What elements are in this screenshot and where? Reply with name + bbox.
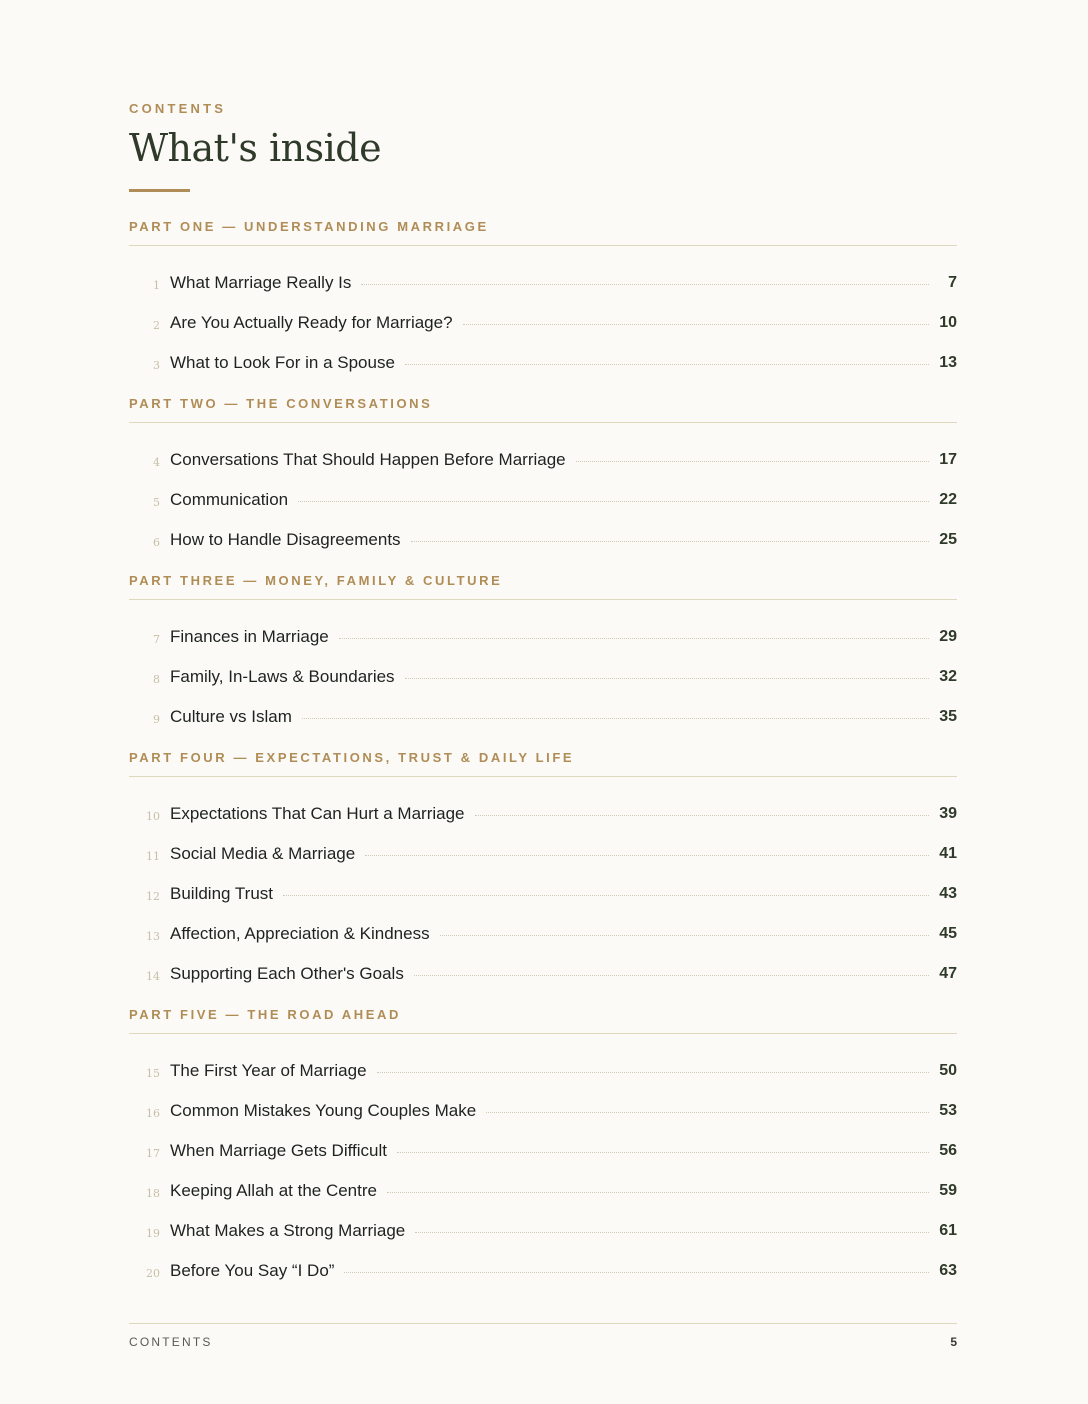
chapter-number: 17	[146, 1147, 160, 1160]
chapter-number: 9	[153, 713, 160, 726]
chapter-entry[interactable]	[129, 520, 957, 560]
chapter-title: Conversations That Should Happen Before Marriage	[170, 450, 566, 469]
chapter-title: Common Mistakes Young Couples Make	[170, 1101, 477, 1120]
chapter-page-number: 29	[939, 628, 957, 645]
chapter-number: 1	[153, 279, 160, 292]
dot-leader	[365, 855, 929, 856]
chapter-title: Social Media & Marriage	[170, 844, 356, 863]
chapter-number: 15	[146, 1067, 160, 1080]
chapter-entry[interactable]	[129, 1051, 957, 1091]
chapter-page-number: 61	[939, 1222, 957, 1239]
chapter-entry[interactable]	[129, 1131, 957, 1171]
chapter-number: 4	[153, 456, 160, 469]
chapter-number: 13	[146, 930, 160, 943]
chapter-number: 14	[146, 970, 160, 983]
chapter-entry[interactable]	[129, 874, 957, 914]
chapter-number: 18	[146, 1187, 160, 1200]
chapter-number: 19	[146, 1227, 160, 1240]
chapter-number: 3	[153, 359, 160, 372]
part-heading: PART ONE — UNDERSTANDING MARRIAGE	[129, 218, 957, 246]
chapter-entry[interactable]	[129, 1211, 957, 1251]
chapter-title: Expectations That Can Hurt a Marriage	[170, 804, 465, 823]
chapter-number: 12	[146, 890, 160, 903]
chapter-title: What to Look For in a Spouse	[170, 353, 395, 372]
chapter-title: The First Year of Marriage	[170, 1061, 367, 1080]
chapter-page-number: 53	[939, 1102, 957, 1119]
part-heading: PART FIVE — THE ROAD AHEAD	[129, 1006, 957, 1034]
dot-leader	[361, 284, 929, 285]
chapter-entry[interactable]	[129, 657, 957, 697]
chapter-page-number: 41	[939, 845, 957, 862]
chapter-page-number: 43	[939, 885, 957, 902]
dot-leader	[411, 541, 929, 542]
part-heading: PART TWO — THE CONVERSATIONS	[129, 395, 957, 423]
toc-part	[129, 218, 957, 383]
chapter-page-number: 10	[939, 314, 957, 331]
chapter-page-number: 25	[939, 531, 957, 548]
chapter-title: Supporting Each Other's Goals	[170, 964, 404, 983]
chapter-list	[129, 423, 957, 560]
chapter-page-number: 22	[939, 491, 957, 508]
chapter-page-number: 50	[939, 1062, 957, 1079]
chapter-page-number: 45	[939, 925, 957, 942]
dot-leader	[440, 935, 929, 936]
toc-part	[129, 1006, 957, 1291]
chapter-number: 16	[146, 1107, 160, 1120]
chapter-title: Finances in Marriage	[170, 627, 329, 646]
page-title: What's inside	[129, 126, 382, 170]
chapter-entry[interactable]	[129, 440, 957, 480]
chapter-title: Before You Say “I Do”	[170, 1261, 335, 1280]
part-heading: PART FOUR — EXPECTATIONS, TRUST & DAILY LIFE	[129, 749, 957, 777]
chapter-list	[129, 777, 957, 994]
chapter-entry[interactable]	[129, 343, 957, 383]
dot-leader	[414, 975, 929, 976]
chapter-entry[interactable]	[129, 303, 957, 343]
dot-leader	[415, 1232, 929, 1233]
dot-leader	[302, 718, 929, 719]
chapter-list	[129, 600, 957, 737]
chapter-entry[interactable]	[129, 954, 957, 994]
chapter-list	[129, 1034, 957, 1291]
chapter-title: Affection, Appreciation & Kindness	[170, 924, 430, 943]
dot-leader	[405, 678, 929, 679]
chapter-page-number: 39	[939, 805, 957, 822]
chapter-list	[129, 246, 957, 383]
dot-leader	[475, 815, 930, 816]
chapter-entry[interactable]	[129, 263, 957, 303]
footer-divider	[129, 1323, 957, 1324]
chapter-title: Communication	[170, 490, 289, 509]
chapter-title: Keeping Allah at the Centre	[170, 1181, 377, 1200]
table-of-contents	[129, 218, 957, 1303]
dot-leader	[377, 1072, 929, 1073]
chapter-page-number: 35	[939, 708, 957, 725]
chapter-number: 2	[153, 319, 160, 332]
chapter-entry[interactable]	[129, 914, 957, 954]
dot-leader	[387, 1192, 929, 1193]
chapter-entry[interactable]	[129, 697, 957, 737]
contents-page	[129, 0, 957, 1404]
chapter-page-number: 13	[939, 354, 957, 371]
toc-part	[129, 749, 957, 994]
chapter-entry[interactable]	[129, 834, 957, 874]
chapter-entry[interactable]	[129, 1251, 957, 1291]
chapter-page-number: 17	[939, 451, 957, 468]
chapter-page-number: 7	[948, 274, 957, 291]
chapter-number: 10	[146, 810, 160, 823]
toc-part	[129, 395, 957, 560]
chapter-title: Building Trust	[170, 884, 273, 903]
title-underline	[129, 189, 190, 192]
dot-leader	[486, 1112, 929, 1113]
toc-part	[129, 572, 957, 737]
chapter-entry[interactable]	[129, 794, 957, 834]
chapter-number: 7	[153, 633, 160, 646]
chapter-number: 5	[153, 496, 160, 509]
part-heading: PART THREE — MONEY, FAMILY & CULTURE	[129, 572, 957, 600]
chapter-number: 8	[153, 673, 160, 686]
chapter-number: 20	[146, 1267, 160, 1280]
dot-leader	[298, 501, 929, 502]
dot-leader	[339, 638, 929, 639]
chapter-title: Culture vs Islam	[170, 707, 292, 726]
chapter-entry[interactable]	[129, 1171, 957, 1211]
chapter-title: When Marriage Gets Difficult	[170, 1141, 387, 1160]
dot-leader	[344, 1272, 929, 1273]
footer-running-title: CONTENTS	[129, 1335, 213, 1349]
chapter-title: What Marriage Really Is	[170, 273, 352, 292]
chapter-entry[interactable]	[129, 1091, 957, 1131]
chapter-title: Family, In-Laws & Boundaries	[170, 667, 395, 686]
chapter-title: Are You Actually Ready for Marriage?	[170, 313, 453, 332]
chapter-number: 6	[153, 536, 160, 549]
chapter-page-number: 32	[939, 668, 957, 685]
chapter-page-number: 47	[939, 965, 957, 982]
contents-eyebrow: CONTENTS	[129, 101, 227, 116]
chapter-title: What Makes a Strong Marriage	[170, 1221, 406, 1240]
chapter-number: 11	[146, 850, 160, 863]
chapter-page-number: 63	[939, 1262, 957, 1279]
chapter-title: How to Handle Disagreements	[170, 530, 401, 549]
footer-page-number: 5	[950, 1335, 957, 1349]
dot-leader	[576, 461, 929, 462]
dot-leader	[397, 1152, 929, 1153]
chapter-page-number: 59	[939, 1182, 957, 1199]
chapter-entry[interactable]	[129, 480, 957, 520]
dot-leader	[463, 324, 929, 325]
dot-leader	[283, 895, 929, 896]
chapter-page-number: 56	[939, 1142, 957, 1159]
dot-leader	[405, 364, 929, 365]
chapter-entry[interactable]	[129, 617, 957, 657]
